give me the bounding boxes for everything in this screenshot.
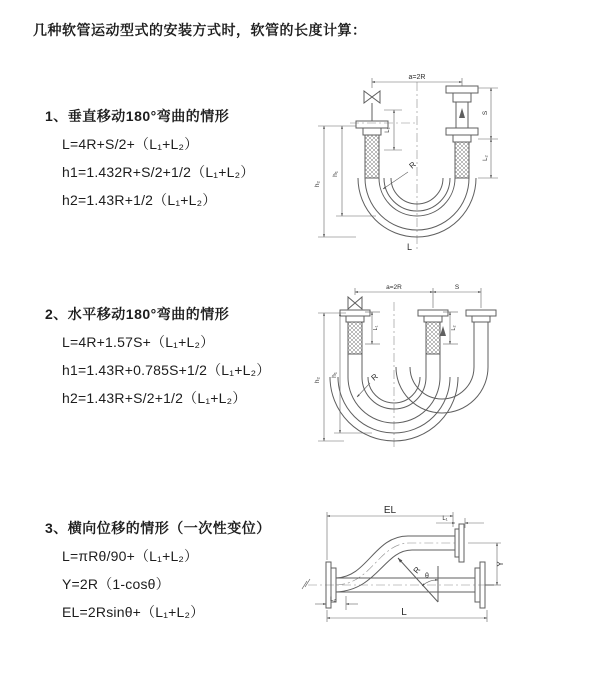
right-top-flange bbox=[446, 86, 478, 93]
right-braided-hose bbox=[455, 142, 469, 178]
middle-braided-hose bbox=[426, 322, 440, 354]
left-flange bbox=[356, 121, 388, 128]
page-title: 几种软管运动型式的安装方式时，软管的长度计算： bbox=[33, 22, 367, 38]
valve-icon bbox=[364, 91, 380, 103]
section2-heading: 2、水平移动180°弯曲的情形 bbox=[45, 306, 230, 322]
dim-label-a2r: a=2R bbox=[408, 74, 426, 81]
angle-theta-label: θ bbox=[425, 573, 429, 580]
section3-formula-Y: Y=2R（1-cosθ） bbox=[62, 576, 170, 592]
dim-label-el: EL bbox=[383, 505, 397, 516]
radius-label: R bbox=[407, 159, 418, 171]
dim-label-l1: L₁ bbox=[385, 127, 391, 133]
section2-formula-h1: h1=1.43R+0.785S+1/2（L₁+L₂） bbox=[62, 362, 271, 378]
left-braided-hose bbox=[365, 135, 379, 178]
dim-label-l2: L₂ bbox=[483, 155, 489, 161]
s-curve-hose bbox=[336, 536, 455, 592]
dim-label-l2: L₂ bbox=[330, 597, 336, 603]
dim-label-s: S bbox=[482, 110, 489, 116]
left-braided-hose bbox=[348, 322, 362, 354]
dim-label-h2: h₂ bbox=[314, 376, 321, 384]
pipe-break-icon bbox=[302, 579, 310, 589]
dim-label-l1: L₁ bbox=[442, 516, 448, 522]
diagram-lateral-displacement bbox=[298, 498, 600, 646]
valve-icon bbox=[348, 297, 362, 309]
upper-flange-displaced bbox=[455, 529, 459, 557]
section2-formula-h2: h2=1.43R+S/2+1/2（L₁+L₂） bbox=[62, 390, 247, 406]
motion-arrow-up bbox=[459, 108, 465, 118]
section3-heading: 3、横向位移的情形（一次性变位） bbox=[45, 520, 271, 536]
radius-label: R bbox=[369, 371, 380, 383]
dim-label-l2: L₂ bbox=[451, 325, 457, 331]
diagram-horizontal-180-bend bbox=[310, 282, 600, 460]
dim-label-h1: h₁ bbox=[332, 171, 339, 177]
diagram-vertical-180-bend bbox=[310, 66, 600, 261]
middle-flange bbox=[418, 310, 448, 316]
dim-label-l1: L₁ bbox=[373, 325, 379, 331]
section1-formula-L: L=4R+S/2+（L₁+L₂） bbox=[62, 136, 199, 152]
right-flange bbox=[466, 310, 496, 316]
u-bend-hose-initial bbox=[330, 377, 458, 441]
section2-formula-L: L=4R+1.57S+（L₁+L₂） bbox=[62, 334, 215, 350]
section3-formula-EL: EL=2Rsinθ+（L₁+L₂） bbox=[62, 604, 205, 620]
dim-label-a2r: a=2R bbox=[386, 284, 402, 291]
section3-formula-L: L=πRθ/90+（L₁+L₂） bbox=[62, 548, 199, 564]
dim-label-h1: h₁ bbox=[331, 372, 338, 378]
right-lower-flange bbox=[446, 128, 478, 135]
dim-label-l: L bbox=[401, 607, 407, 618]
motion-arrow bbox=[440, 326, 446, 336]
section1-heading: 1、垂直移动180°弯曲的情形 bbox=[45, 108, 230, 124]
radius-label: R bbox=[411, 565, 423, 576]
dim-label-s: S bbox=[454, 284, 460, 291]
dim-label-h2: h₂ bbox=[314, 180, 321, 188]
dim-label-y: Y bbox=[496, 561, 505, 567]
section1-formula-h1: h1=1.432R+S/2+1/2（L₁+L₂） bbox=[62, 164, 255, 180]
section1-formula-h2: h2=1.43R+1/2（L₁+L₂） bbox=[62, 192, 217, 208]
length-label: L bbox=[407, 242, 413, 252]
